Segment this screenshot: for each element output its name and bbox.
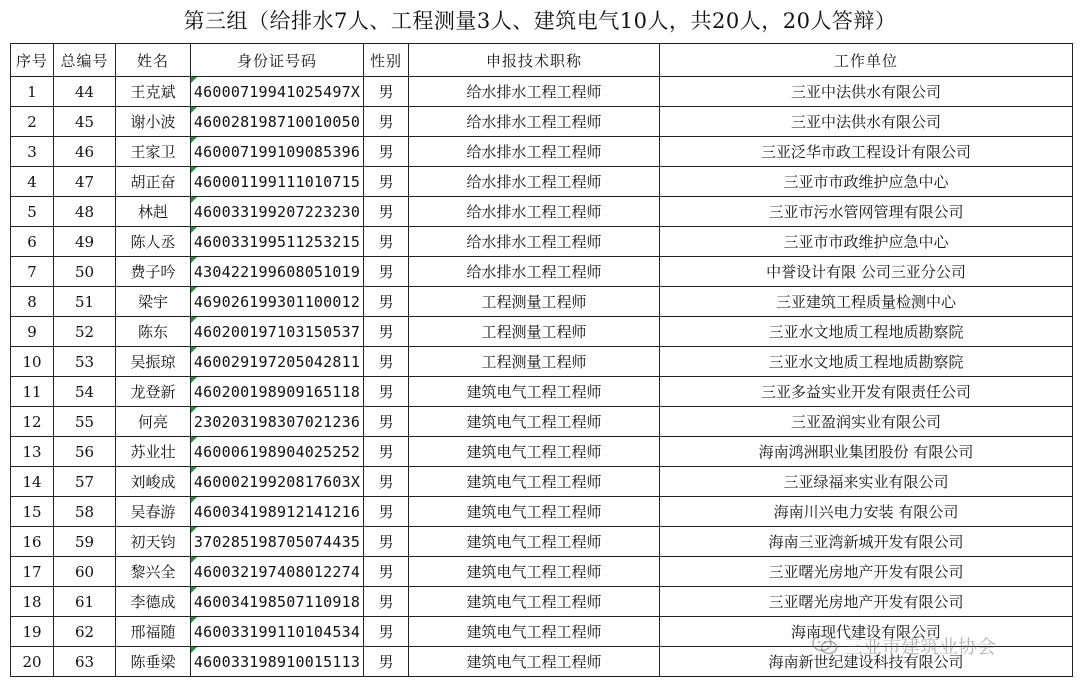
cell-title: 工程测量工程师 xyxy=(409,347,660,377)
cell-sex: 男 xyxy=(364,377,409,407)
cell-seq: 16 xyxy=(11,527,54,557)
cell-unit: 三亚曙光房地产开发有限公司 xyxy=(660,587,1073,617)
id-number-text: 460033199110104534 xyxy=(193,622,361,641)
cell-number: 48 xyxy=(54,197,116,227)
cell-id xyxy=(191,287,364,317)
cell-name: 谢小波 xyxy=(116,107,191,137)
cell-unit: 三亚市市政维护应急中心 xyxy=(660,167,1073,197)
cell-title: 建筑电气工程工程师 xyxy=(409,407,660,437)
cell-title: 工程测量工程师 xyxy=(409,287,660,317)
cell-id xyxy=(191,467,364,497)
id-number-text: 460032197408012274 xyxy=(193,562,361,581)
cell-marker-icon xyxy=(191,227,197,233)
cell-number: 52 xyxy=(54,317,116,347)
cell-marker-icon xyxy=(191,587,197,593)
cell-title: 建筑电气工程工程师 xyxy=(409,527,660,557)
cell-marker-icon xyxy=(191,437,197,443)
header-row xyxy=(11,44,1073,77)
cell-seq: 1 xyxy=(11,77,54,107)
cell-seq: 14 xyxy=(11,467,54,497)
cell-seq: 8 xyxy=(11,287,54,317)
cell-seq: 15 xyxy=(11,497,54,527)
cell-marker-icon xyxy=(191,137,197,143)
cell-seq: 17 xyxy=(11,557,54,587)
cell-name: 王克斌 xyxy=(116,77,191,107)
cell-sex: 男 xyxy=(364,437,409,467)
cell-sex: 男 xyxy=(364,107,409,137)
cell-seq: 2 xyxy=(11,107,54,137)
cell-name: 吴振琼 xyxy=(116,347,191,377)
cell-number: 62 xyxy=(54,617,116,647)
cell-name: 初天钧 xyxy=(116,527,191,557)
table-row xyxy=(11,137,1073,167)
cell-title: 建筑电气工程工程师 xyxy=(409,497,660,527)
cell-title: 工程测量工程师 xyxy=(409,317,660,347)
cell-unit: 三亚多益实业开发有限责任公司 xyxy=(660,377,1073,407)
cell-seq: 12 xyxy=(11,407,54,437)
id-number-text: 469026199301100012 xyxy=(193,292,361,311)
cell-number: 49 xyxy=(54,227,116,257)
table-row xyxy=(11,557,1073,587)
cell-id xyxy=(191,77,364,107)
cell-seq: 10 xyxy=(11,347,54,377)
id-number-text: 46000719941025497X xyxy=(193,82,361,101)
cell-name: 陈人丞 xyxy=(116,227,191,257)
cell-title: 给水排水工程工程师 xyxy=(409,197,660,227)
id-number-text: 460033199207223230 xyxy=(193,202,361,221)
cell-seq: 4 xyxy=(11,167,54,197)
table-row xyxy=(11,407,1073,437)
table-row xyxy=(11,197,1073,227)
id-number-text: 460007199109085396 xyxy=(193,142,361,161)
cell-unit: 海南川兴电力安装 有限公司 xyxy=(660,497,1073,527)
cell-unit: 三亚曙光房地产开发有限公司 xyxy=(660,557,1073,587)
id-number-text: 460001199111010715 xyxy=(193,172,361,191)
cell-id xyxy=(191,257,364,287)
cell-sex: 男 xyxy=(364,287,409,317)
cell-name: 林赳 xyxy=(116,197,191,227)
cell-unit: 三亚泛华市政工程设计有限公司 xyxy=(660,137,1073,167)
id-number-text: 460029197205042811 xyxy=(193,352,361,371)
cell-seq: 20 xyxy=(11,647,54,677)
cell-seq: 13 xyxy=(11,437,54,467)
table-row xyxy=(11,107,1073,137)
cell-title: 建筑电气工程工程师 xyxy=(409,617,660,647)
cell-marker-icon xyxy=(191,197,197,203)
cell-marker-icon xyxy=(191,527,197,533)
cell-name: 吴春游 xyxy=(116,497,191,527)
cell-title: 建筑电气工程工程师 xyxy=(409,647,660,677)
cell-unit: 三亚盈润实业有限公司 xyxy=(660,407,1073,437)
cell-id xyxy=(191,407,364,437)
table-row xyxy=(11,497,1073,527)
cell-name: 刘峻成 xyxy=(116,467,191,497)
cell-marker-icon xyxy=(191,377,197,383)
cell-sex: 男 xyxy=(364,467,409,497)
cell-title: 给水排水工程工程师 xyxy=(409,107,660,137)
cell-title: 给水排水工程工程师 xyxy=(409,77,660,107)
cell-id xyxy=(191,647,364,677)
table-row xyxy=(11,257,1073,287)
column-header-title: 申报技术职称 xyxy=(409,44,660,77)
cell-sex: 男 xyxy=(364,587,409,617)
cell-id xyxy=(191,227,364,257)
watermark-text: 三亚市建筑业协会 xyxy=(844,635,997,658)
cell-id xyxy=(191,107,364,137)
cell-marker-icon xyxy=(191,167,197,173)
cell-title: 建筑电气工程工程师 xyxy=(409,557,660,587)
cell-unit: 三亚绿福来实业有限公司 xyxy=(660,467,1073,497)
table-row xyxy=(11,467,1073,497)
cell-number: 50 xyxy=(54,257,116,287)
cell-marker-icon xyxy=(191,347,197,353)
cell-sex: 男 xyxy=(364,77,409,107)
table-row xyxy=(11,287,1073,317)
cell-id xyxy=(191,587,364,617)
cell-name: 李德成 xyxy=(116,587,191,617)
cell-name: 邢福随 xyxy=(116,617,191,647)
cell-marker-icon xyxy=(191,77,197,83)
cell-id xyxy=(191,137,364,167)
cell-number: 47 xyxy=(54,167,116,197)
id-number-text: 370285198705074435 xyxy=(193,532,361,551)
cell-seq: 5 xyxy=(11,197,54,227)
cell-marker-icon xyxy=(191,557,197,563)
cell-name: 龙登新 xyxy=(116,377,191,407)
id-number-text: 460028198710010050 xyxy=(193,112,361,131)
table-row xyxy=(11,527,1073,557)
cell-sex: 男 xyxy=(364,167,409,197)
cell-id xyxy=(191,617,364,647)
cell-sex: 男 xyxy=(364,527,409,557)
cell-unit: 海南现代建设有限公司 xyxy=(660,617,1073,647)
cell-marker-icon xyxy=(191,407,197,413)
cell-id xyxy=(191,347,364,377)
cell-id xyxy=(191,377,364,407)
cell-sex: 男 xyxy=(364,557,409,587)
cell-unit: 三亚建筑工程质量检测中心 xyxy=(660,287,1073,317)
table-row xyxy=(11,347,1073,377)
cell-sex: 男 xyxy=(364,407,409,437)
cell-unit: 三亚市污水管网管理有限公司 xyxy=(660,197,1073,227)
cell-id xyxy=(191,557,364,587)
cell-seq: 9 xyxy=(11,317,54,347)
cell-seq: 3 xyxy=(11,137,54,167)
table-row xyxy=(11,647,1073,677)
cell-name: 陈垂梁 xyxy=(116,647,191,677)
column-header-number: 总编号 xyxy=(54,44,116,77)
table-row xyxy=(11,437,1073,467)
cell-seq: 6 xyxy=(11,227,54,257)
cell-number: 56 xyxy=(54,437,116,467)
cell-number: 61 xyxy=(54,587,116,617)
cell-number: 63 xyxy=(54,647,116,677)
cell-seq: 18 xyxy=(11,587,54,617)
table-row xyxy=(11,77,1073,107)
table-body xyxy=(11,77,1073,677)
cell-unit: 三亚水文地质工程地质勘察院 xyxy=(660,347,1073,377)
cell-id xyxy=(191,527,364,557)
id-number-text: 230203198307021236 xyxy=(193,412,361,431)
cell-sex: 男 xyxy=(364,227,409,257)
cell-id xyxy=(191,197,364,227)
cell-number: 55 xyxy=(54,407,116,437)
cell-seq: 19 xyxy=(11,617,54,647)
cell-unit: 三亚中法供水有限公司 xyxy=(660,77,1073,107)
cell-marker-icon xyxy=(191,647,197,653)
table-row xyxy=(11,317,1073,347)
sheet-title: 第三组（给排水7人、工程测量3人、建筑电气10人，共20人，20人答辩） xyxy=(183,9,897,33)
cell-number: 59 xyxy=(54,527,116,557)
table-row xyxy=(11,227,1073,257)
cell-unit: 海南三亚湾新城开发有限公司 xyxy=(660,527,1073,557)
cell-id xyxy=(191,497,364,527)
cell-number: 53 xyxy=(54,347,116,377)
cell-marker-icon xyxy=(191,287,197,293)
cell-id xyxy=(191,437,364,467)
cell-number: 46 xyxy=(54,137,116,167)
cell-number: 54 xyxy=(54,377,116,407)
column-header-id: 身份证号码 xyxy=(191,44,364,77)
cell-unit: 三亚市市政维护应急中心 xyxy=(660,227,1073,257)
cell-sex: 男 xyxy=(364,497,409,527)
cell-sex: 男 xyxy=(364,197,409,227)
cell-number: 51 xyxy=(54,287,116,317)
cell-title: 给水排水工程工程师 xyxy=(409,137,660,167)
id-number-text: 460006198904025252 xyxy=(193,442,361,461)
cell-name: 胡正奋 xyxy=(116,167,191,197)
cell-sex: 男 xyxy=(364,617,409,647)
table-row xyxy=(11,377,1073,407)
cell-number: 44 xyxy=(54,77,116,107)
cell-number: 45 xyxy=(54,107,116,137)
roster-table xyxy=(10,43,1073,677)
cell-title: 建筑电气工程工程师 xyxy=(409,467,660,497)
id-number-text: 460200197103150537 xyxy=(193,322,361,341)
column-header-unit: 工作单位 xyxy=(660,44,1073,77)
cell-sex: 男 xyxy=(364,647,409,677)
cell-unit: 三亚水文地质工程地质勘察院 xyxy=(660,317,1073,347)
cell-title: 给水排水工程工程师 xyxy=(409,257,660,287)
cell-title: 给水排水工程工程师 xyxy=(409,167,660,197)
cell-marker-icon xyxy=(191,467,197,473)
column-header-seq: 序号 xyxy=(11,44,54,77)
cell-unit: 海南新世纪建设科技有限公司 xyxy=(660,647,1073,677)
cell-title: 建筑电气工程工程师 xyxy=(409,437,660,467)
cell-id xyxy=(191,167,364,197)
id-number-text: 430422199608051019 xyxy=(193,262,361,281)
column-header-name: 姓名 xyxy=(116,44,191,77)
table-row xyxy=(11,167,1073,197)
cell-number: 58 xyxy=(54,497,116,527)
cell-name: 王家卫 xyxy=(116,137,191,167)
cell-number: 60 xyxy=(54,557,116,587)
cell-name: 何亮 xyxy=(116,407,191,437)
cell-name: 费子吟 xyxy=(116,257,191,287)
cell-seq: 7 xyxy=(11,257,54,287)
cell-marker-icon xyxy=(191,107,197,113)
cell-title: 建筑电气工程工程师 xyxy=(409,587,660,617)
cell-name: 陈东 xyxy=(116,317,191,347)
cell-seq: 11 xyxy=(11,377,54,407)
table-row xyxy=(11,587,1073,617)
cell-marker-icon xyxy=(191,617,197,623)
cell-unit: 海南鸿洲职业集团股份 有限公司 xyxy=(660,437,1073,467)
cell-marker-icon xyxy=(191,317,197,323)
cell-name: 苏业壮 xyxy=(116,437,191,467)
cell-sex: 男 xyxy=(364,317,409,347)
column-header-sex: 性别 xyxy=(364,44,409,77)
table-row xyxy=(11,617,1073,647)
cell-number: 57 xyxy=(54,467,116,497)
cell-name: 梁宇 xyxy=(116,287,191,317)
cell-sex: 男 xyxy=(364,347,409,377)
cell-sex: 男 xyxy=(364,257,409,287)
cell-name: 黎兴全 xyxy=(116,557,191,587)
id-number-text: 460200198909165118 xyxy=(193,382,361,401)
cell-unit: 中誉设计有限 公司三亚分公司 xyxy=(660,257,1073,287)
cell-marker-icon xyxy=(191,257,197,263)
cell-marker-icon xyxy=(191,497,197,503)
cell-id xyxy=(191,317,364,347)
id-number-text: 46000219920817603X xyxy=(193,472,361,491)
cell-title: 建筑电气工程工程师 xyxy=(409,377,660,407)
cell-unit: 三亚中法供水有限公司 xyxy=(660,107,1073,137)
cell-sex: 男 xyxy=(364,137,409,167)
id-number-text: 460034198912141216 xyxy=(193,502,361,521)
id-number-text: 460034198507110918 xyxy=(193,592,361,611)
id-number-text: 460033199511253215 xyxy=(193,232,361,251)
cell-title: 给水排水工程工程师 xyxy=(409,227,660,257)
id-number-text: 460033198910015113 xyxy=(193,652,361,671)
